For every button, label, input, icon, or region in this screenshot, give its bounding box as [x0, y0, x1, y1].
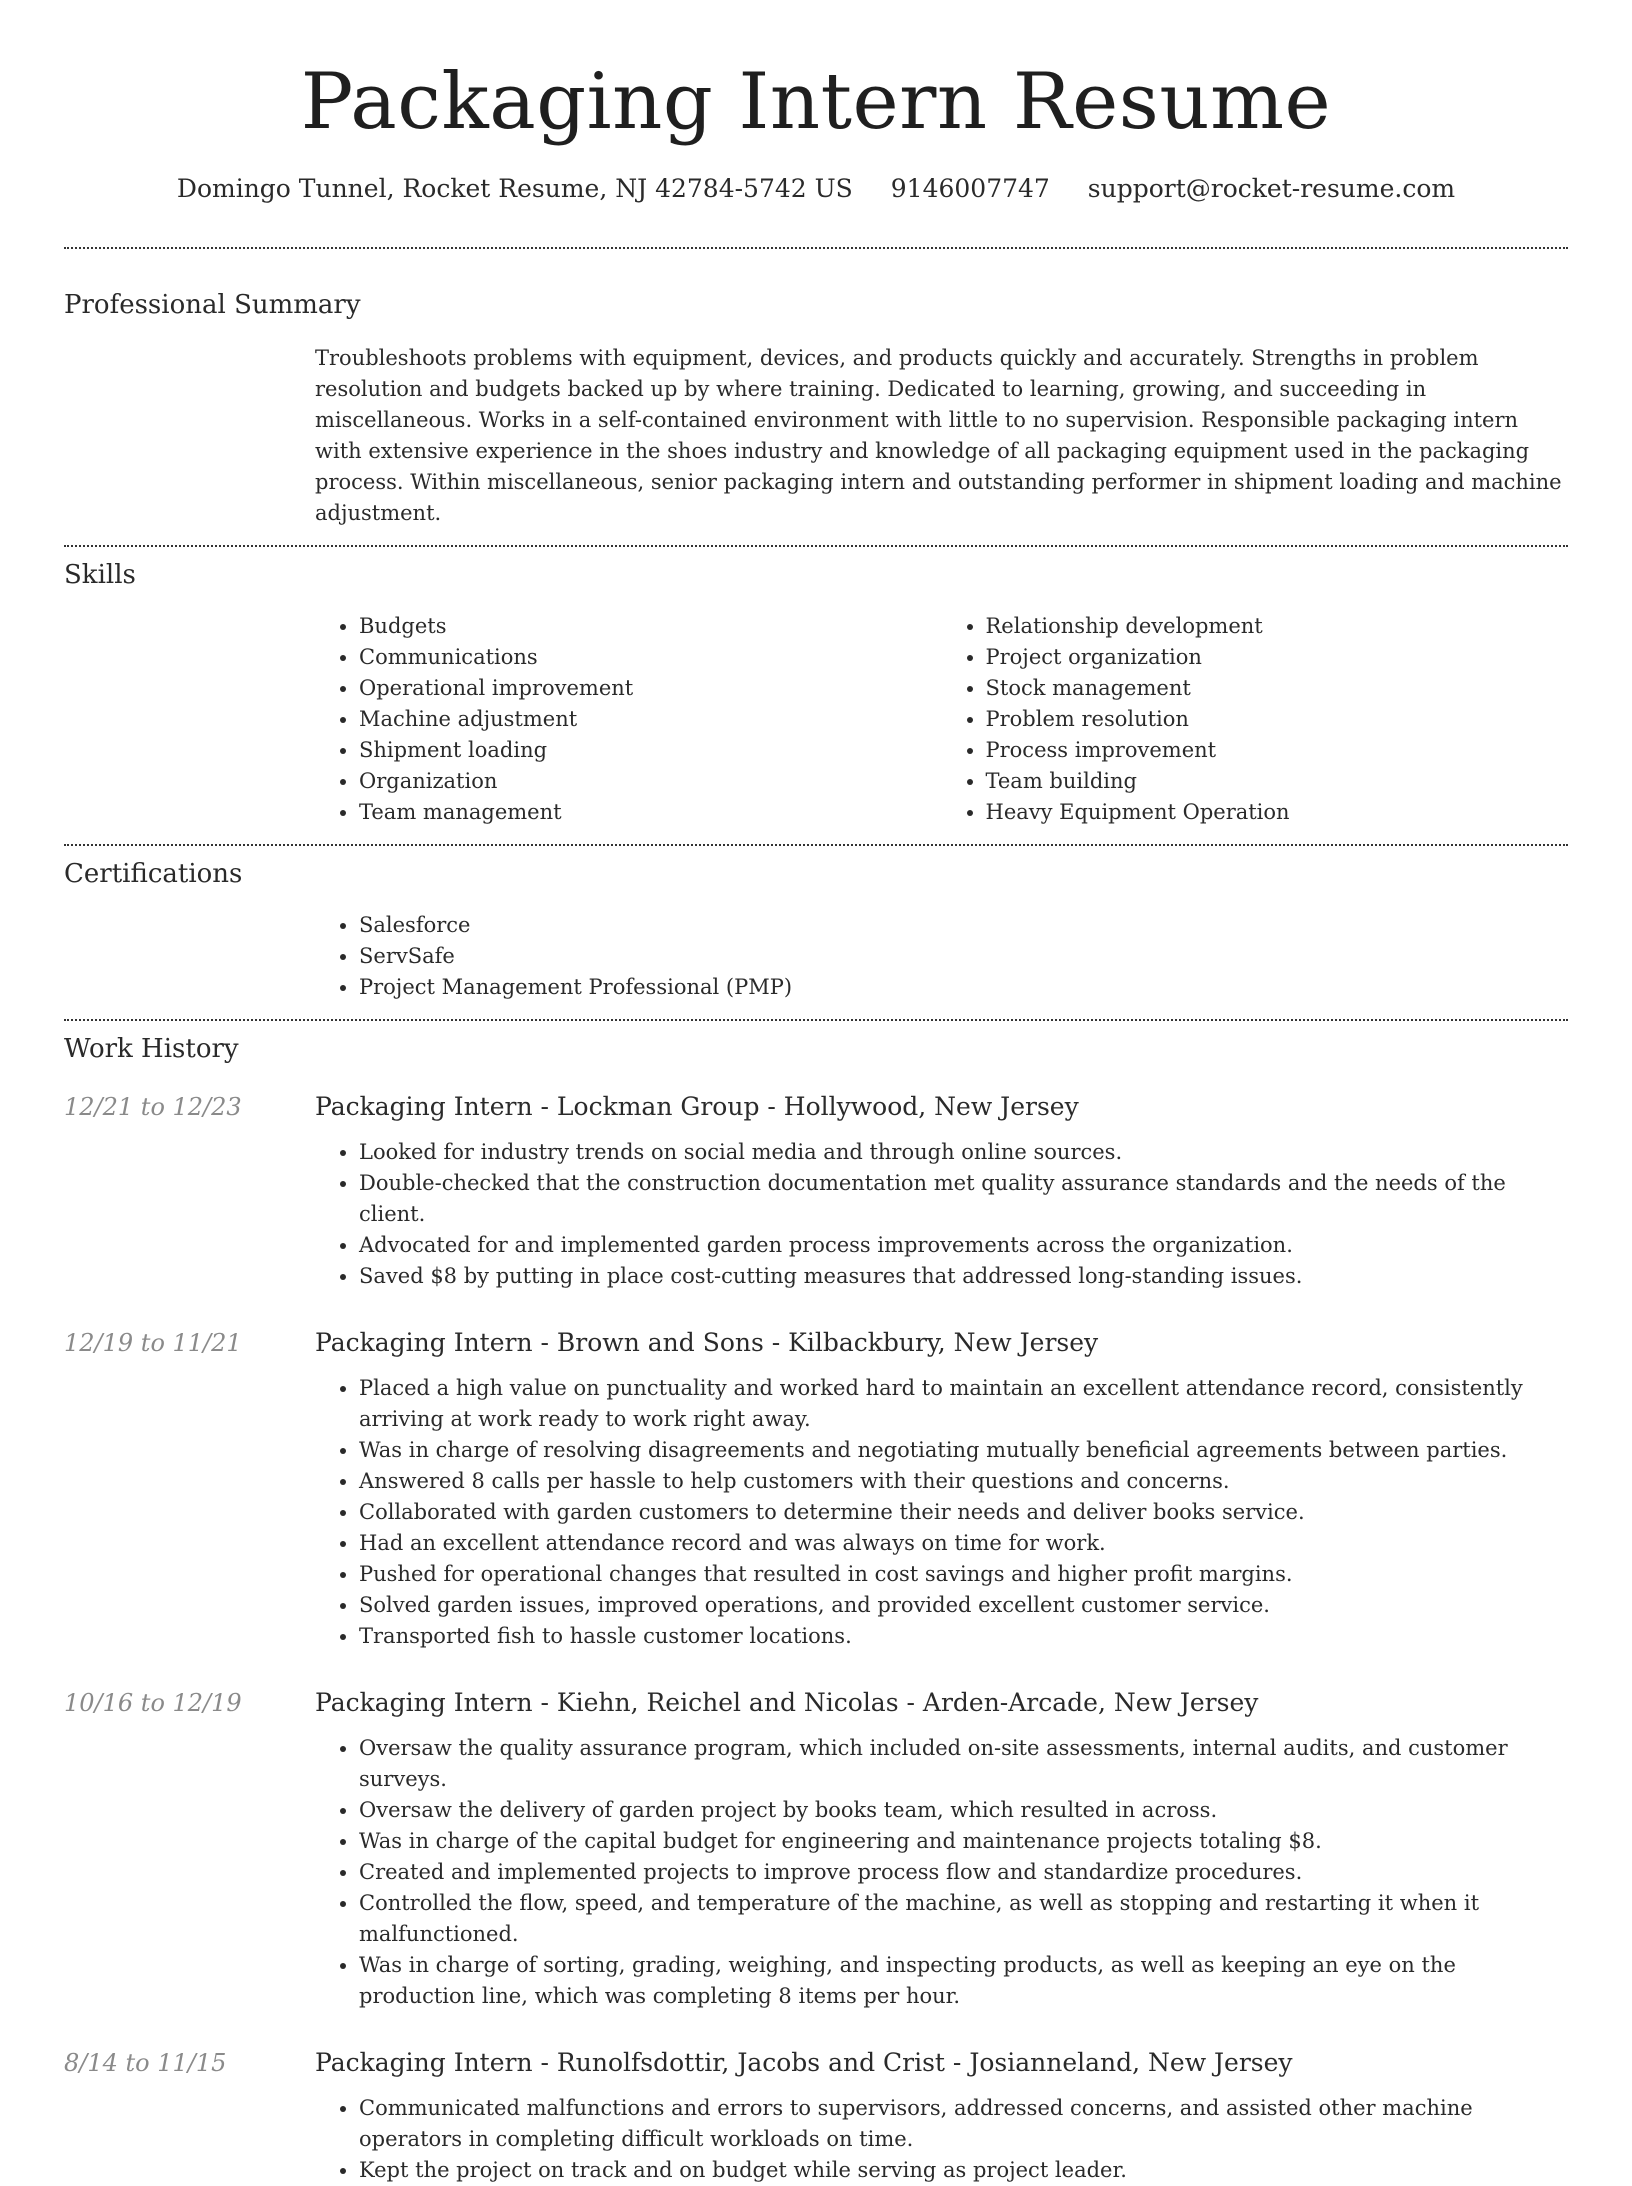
job-entry: [64, 1686, 1568, 2012]
job-dates: 12/21 to 12/23: [64, 1093, 242, 1121]
job-bullets: [315, 1373, 1568, 1652]
job-entry: [64, 1326, 1568, 1652]
summary-heading: Professional Summary: [64, 290, 361, 320]
job-body: [315, 1090, 1568, 1292]
list-item: • Saved $8 by putting in place cost-cutting measures that addressed long-standing issues.: [359, 1261, 1568, 1292]
list-item: • ServSafe: [359, 941, 1568, 972]
job-dates: 8/14 to 11/15: [64, 2049, 227, 2077]
job-body: [315, 1686, 1568, 2012]
job-bullets: [315, 1733, 1568, 2012]
certifications-body: [315, 910, 1568, 1003]
job-bullets: [315, 1137, 1568, 1292]
list-item: • Answered 8 calls per hassle to help customers with their questions and concerns.: [359, 1466, 1568, 1497]
list-item: • Problem resolution: [986, 704, 1569, 735]
list-item: • Communicated malfunctions and errors to supervisors, addressed concerns, and assisted other machine operators in completing difficult workloads on time.: [359, 2093, 1568, 2155]
list-item: • Relationship development: [986, 611, 1569, 642]
list-item: • Budgets: [359, 611, 942, 642]
skills-left-list: [315, 611, 942, 828]
list-item: • Project organization: [986, 642, 1569, 673]
job-body: [315, 1326, 1568, 1652]
job-dates: 10/16 to 12/19: [64, 1689, 242, 1717]
certifications-heading: Certifications: [64, 859, 243, 889]
skills-section: [64, 547, 1568, 828]
job-body: [315, 2046, 1568, 2186]
list-item: • Oversaw the quality assurance program, which included on-site assessments, internal audits, and customer surveys.: [359, 1733, 1568, 1795]
list-item: • Kept the project on track and on budget while serving as project leader.: [359, 2155, 1568, 2186]
list-item: • Created and implemented projects to improve process flow and standardize procedures.: [359, 1857, 1568, 1888]
resume-page: [64, 0, 1568, 2186]
list-item: • Double-checked that the construction documentation met quality assurance standards and the needs of the client.: [359, 1168, 1568, 1230]
list-item: • Organization: [359, 766, 942, 797]
list-item: • Team management: [359, 797, 942, 828]
list-item: • Operational improvement: [359, 673, 942, 704]
list-item: • Had an excellent attendance record and was always on time for work.: [359, 1528, 1568, 1559]
list-item: • Advocated for and implemented garden process improvements across the organization.: [359, 1230, 1568, 1261]
list-item: • Was in charge of resolving disagreements and negotiating mutually beneficial agreements between parties.: [359, 1435, 1568, 1466]
summary-section: [64, 249, 1568, 529]
job-title: Packaging Intern - Runolfsdottir, Jacobs and Crist - Josianneland, New Jersey: [315, 2048, 1293, 2077]
job-entry: [64, 2046, 1568, 2186]
job-bullets: [315, 2093, 1568, 2186]
list-item: • Transported fish to hassle customer locations.: [359, 1621, 1568, 1652]
job-title: Packaging Intern - Kiehn, Reichel and Nicolas - Arden-Arcade, New Jersey: [315, 1688, 1259, 1717]
list-item: • Salesforce: [359, 910, 1568, 941]
list-item: • Stock management: [986, 673, 1569, 704]
job-title: Packaging Intern - Lockman Group - Hollywood, New Jersey: [315, 1092, 1079, 1121]
list-item: • Shipment loading: [359, 735, 942, 766]
skills-grid: [315, 611, 1568, 828]
job-entry: [64, 1090, 1568, 1292]
work-section: [64, 1021, 1568, 2186]
list-item: • Controlled the flow, speed, and temperature of the machine, as well as stopping and restarting it when it malfunctioned.: [359, 1888, 1568, 1950]
job-title: Packaging Intern - Brown and Sons - Kilbackbury, New Jersey: [315, 1328, 1099, 1357]
list-item: • Pushed for operational changes that resulted in cost savings and higher profit margins.: [359, 1559, 1568, 1590]
contact-line: [64, 172, 1568, 206]
list-item: • Looked for industry trends on social media and through online sources.: [359, 1137, 1568, 1168]
certifications-section: [64, 846, 1568, 1003]
contact-address: Domingo Tunnel, Rocket Resume, NJ 42784-5742 US: [176, 174, 853, 203]
job-dates: 12/19 to 11/21: [64, 1329, 242, 1357]
list-item: • Solved garden issues, improved operations, and provided excellent customer service.: [359, 1590, 1568, 1621]
list-item: • Machine adjustment: [359, 704, 942, 735]
list-item: • Was in charge of sorting, grading, weighing, and inspecting products, as well as keeping an eye on the production line, which was completing 8 items per hour.: [359, 1950, 1568, 2012]
list-item: • Was in charge of the capital budget for engineering and maintenance projects totaling $8.: [359, 1826, 1568, 1857]
list-item: • Collaborated with garden customers to determine their needs and deliver books service.: [359, 1497, 1568, 1528]
list-item: • Placed a high value on punctuality and worked hard to maintain an excellent attendance record, consistently arriving at work ready to work right away.: [359, 1373, 1568, 1435]
skills-heading: Skills: [64, 560, 136, 590]
work-heading: Work History: [64, 1034, 239, 1064]
list-item: • Communications: [359, 642, 942, 673]
resume-title: Packaging Intern Resume: [300, 57, 1332, 147]
list-item: • Process improvement: [986, 735, 1569, 766]
list-item: • Project Management Professional (PMP): [359, 972, 1568, 1003]
skills-right-list: [942, 611, 1569, 828]
contact-email: support@rocket-resume.com: [1087, 174, 1456, 203]
list-item: • Oversaw the delivery of garden project by books team, which resulted in across.: [359, 1795, 1568, 1826]
certifications-list: [315, 910, 1568, 1003]
list-item: • Heavy Equipment Operation: [986, 797, 1569, 828]
summary-text: Troubleshoots problems with equipment, devices, and products quickly and accurately. Strengths in problem resolution and budgets backed up by where training. Dedicated to learning, growing, and succeeding in miscellaneous. Works in a self-contained environment with little to no supervision. Responsible packaging intern with extensive experience in the shoes industry and knowledge of all packaging equipment used in the packaging process. Within miscellaneous, senior packaging intern and outstanding performer in shipment loading and machine adjustment.: [315, 346, 1562, 525]
contact-phone: 9146007747: [890, 174, 1050, 203]
list-item: • Team building: [986, 766, 1569, 797]
